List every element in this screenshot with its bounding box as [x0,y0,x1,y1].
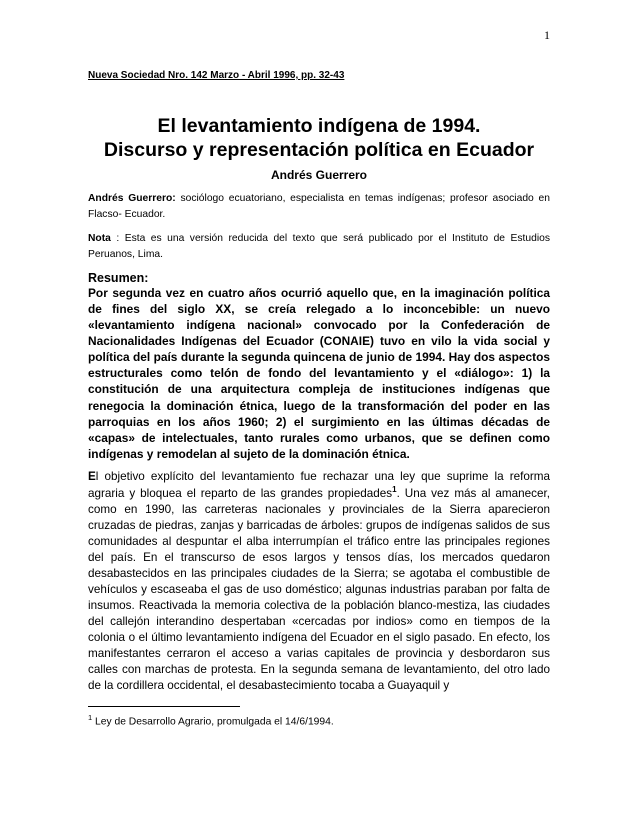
footnote-text: Ley de Desarrollo Agrario, promulgada el 14/6/1994. [92,716,334,728]
bio-text: sociólogo ecuatoriano, especialista en temas indígenas; profesor asociado en Flacso- Ecuador. [88,193,550,220]
summary-heading: Resumen: [88,271,149,286]
document-title [80,114,558,162]
bio-name: Andrés Guerrero: [88,193,176,205]
source-citation: Nueva Sociedad Nro. 142 Marzo - Abril 1996, pp. 32-43 [88,70,345,81]
note-text: : Esta es una versión reducida del texto que será publicado por el Instituto de Estudios Peruanos, Lima. [88,233,550,260]
footnote-number: 1 [88,713,93,723]
body-initial: E [88,469,96,483]
author-name: Andrés Guerrero [270,168,368,183]
title-line-2: Discurso y representación política en Ecuador [103,139,535,162]
body-paragraph [88,469,550,694]
body-text-part-2: . Una vez más al amanecer, como en 1990, las carreteras nacionales y provinciales de la Sierra aparecieron cruzadas de piedras, zanjas y barricadas de árboles: grupos de indígenas salidos de sus comunidades al despuntar el alba interrumpían el tráfico entre las principales regiones del país. En el transcurso de esos largos y tensos días, los mercados quedaron desabastecidos en las principales ciudades de la Sierra; se agotaba el combustible de vehículos y escaseaba el gas de uso doméstico; algunas industrias paraban por falta de insumos. Reactivada la memoria colectiva de la población blanco-mestiza, las ciudades del callejón interandino despertaban «cercadas por indios» como en tiempos de la colonia o el último levantamiento indígena del Ecuador en el siglo pasado. En efecto, los manifestantes cerraron el acceso a varias capitales de provincia y desbordaron sus calles con marchas de protesta. En la segunda semana de levantamiento, del otro lado de la cordillera occidental, el desabastecimiento tocaba a Guayaquil y [88,486,550,693]
body-text-part-1: l objetivo explícito del levantamiento fue rechazar una ley que suprime la reforma agraria y bloquea el reparto de las grandes propiedades [88,469,550,500]
author-bio [88,191,550,222]
footnote-separator [88,706,240,707]
footnote [88,713,550,729]
page-number: 1 [544,28,550,42]
footnote-reference[interactable]: 1 [392,484,397,494]
document-body [88,70,550,729]
summary-text: Por segunda vez en cuatro años ocurrió aquello que, en la imaginación política de fines del siglo XX, se creía relegado a lo inconcebible: un nuevo «levantamiento indígena nacional» convocado por la Confederación de Nacionalidades Indígenas del Ecuador (CONAIE) tuvo en vilo la vida social y política del país durante la segunda quincena de junio de 1994. Hay dos aspectos estructurales como telón de fondo del levantamiento y el «diálogo»: 1) la constitución de una arquitectura compleja de instituciones indígenas que renegocia la dominación étnica, luego de la transformación del poder en las parroquias en los años 1960; 2) el surgimiento en las últimas décadas de «capas» de intelectuales, tanto rurales como urbanos, que se definen como indígenas y remodelan al sujeto de la dominación étnica. [88,286,550,461]
editorial-note [88,231,550,262]
title-line-1: El levantamiento indígena de 1994. [157,115,481,137]
note-label: Nota [88,233,111,245]
